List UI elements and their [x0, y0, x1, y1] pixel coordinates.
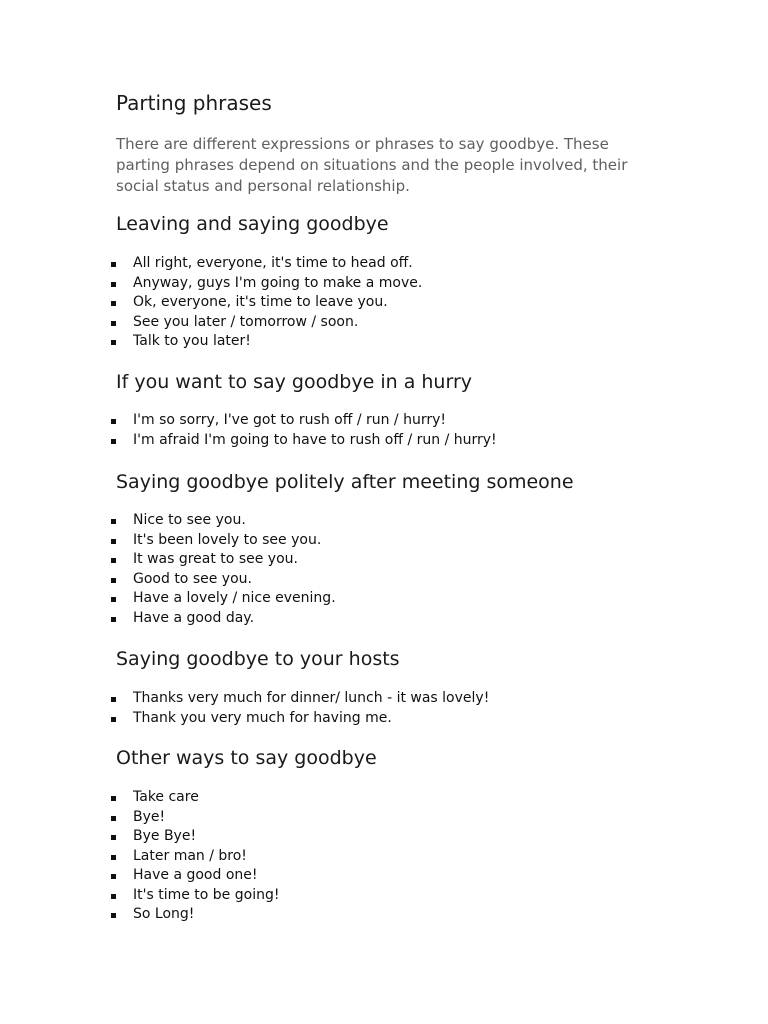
bullet-icon [111, 419, 116, 424]
list-item-text: See you later / tomorrow / soon. [133, 313, 359, 330]
list-item [0, 550, 700, 570]
bullet-icon [111, 796, 116, 801]
list-item-text: It's time to be going! [133, 886, 280, 903]
phrase-list-other [0, 788, 700, 925]
bullet-icon [111, 913, 116, 918]
list-item-text: All right, everyone, it's time to head off. [133, 255, 413, 271]
intro-paragraph: There are different expressions or phrases to say goodbye. These parting phrases depend on situations and the people involved, their social status and personal relationship. [116, 135, 628, 195]
bullet-icon [111, 697, 116, 702]
bullet-icon [111, 539, 116, 544]
phrase-list-hurry [0, 411, 700, 450]
section-heading-politely: Saying goodbye politely after meeting someone [116, 471, 574, 493]
list-item [0, 511, 700, 531]
section-heading-hosts: Saying goodbye to your hosts [116, 648, 400, 670]
list-item-text: I'm afraid I'm going to have to rush off / run / hurry! [133, 431, 497, 448]
list-item-text: So Long! [133, 906, 195, 922]
list-item-text: Anyway, guys I'm going to make a move. [133, 274, 423, 291]
list-item-text: Good to see you. [133, 570, 252, 587]
list-item-text: Nice to see you. [133, 512, 246, 528]
list-item [0, 866, 700, 886]
list-item-text: It was great to see you. [133, 551, 298, 567]
list-item [0, 332, 700, 352]
bullet-icon [111, 717, 116, 722]
list-item [0, 431, 700, 451]
list-item-text: Have a lovely / nice evening. [133, 590, 336, 606]
list-item [0, 905, 700, 925]
list-item [0, 847, 700, 867]
section-heading-hurry: If you want to say goodbye in a hurry [116, 371, 472, 393]
bullet-icon [111, 439, 116, 444]
bullet-icon [111, 301, 116, 306]
bullet-icon [111, 597, 116, 602]
list-item-text: Have a good one! [133, 867, 258, 883]
bullet-icon [111, 558, 116, 563]
list-item-text: Have a good day. [133, 609, 255, 626]
list-item-text: Take care [133, 789, 199, 805]
bullet-icon [111, 855, 116, 860]
list-item [0, 827, 700, 847]
list-item [0, 293, 700, 313]
bullet-icon [111, 894, 116, 899]
list-item-text: Bye Bye! [133, 828, 197, 844]
list-item [0, 689, 700, 709]
section-heading-other: Other ways to say goodbye [116, 747, 377, 769]
phrase-list-politely [0, 511, 700, 628]
list-item-text: It's been lovely to see you. [133, 531, 322, 548]
list-item-text: Later man / bro! [133, 847, 247, 864]
phrase-list-hosts [0, 689, 700, 728]
list-item-text: Ok, everyone, it's time to leave you. [133, 294, 388, 310]
list-item [0, 886, 700, 906]
bullet-icon [111, 282, 116, 287]
bullet-icon [111, 262, 116, 267]
bullet-icon [111, 617, 116, 622]
bullet-icon [111, 835, 116, 840]
page-title: Parting phrases [116, 91, 272, 115]
list-item [0, 788, 700, 808]
list-item-text: Bye! [133, 808, 166, 825]
list-item-text: Thank you very much for having me. [133, 709, 392, 726]
list-item [0, 274, 700, 294]
list-item-text: I'm so sorry, I've got to rush off / run / hurry! [133, 412, 447, 428]
bullet-icon [111, 340, 116, 345]
bullet-icon [111, 519, 116, 524]
list-item [0, 411, 700, 431]
list-item [0, 313, 700, 333]
list-item [0, 609, 700, 629]
list-item-text: Talk to you later! [133, 333, 251, 349]
bullet-icon [111, 578, 116, 583]
bullet-icon [111, 874, 116, 879]
section-heading-leaving: Leaving and saying goodbye [116, 213, 389, 235]
list-item [0, 709, 700, 729]
list-item [0, 808, 700, 828]
phrase-list-leaving [0, 254, 700, 352]
list-item [0, 531, 700, 551]
list-item-text: Thanks very much for dinner/ lunch - it was lovely! [133, 690, 490, 706]
list-item [0, 254, 700, 274]
list-item [0, 589, 700, 609]
bullet-icon [111, 321, 116, 326]
bullet-icon [111, 816, 116, 821]
list-item [0, 570, 700, 590]
